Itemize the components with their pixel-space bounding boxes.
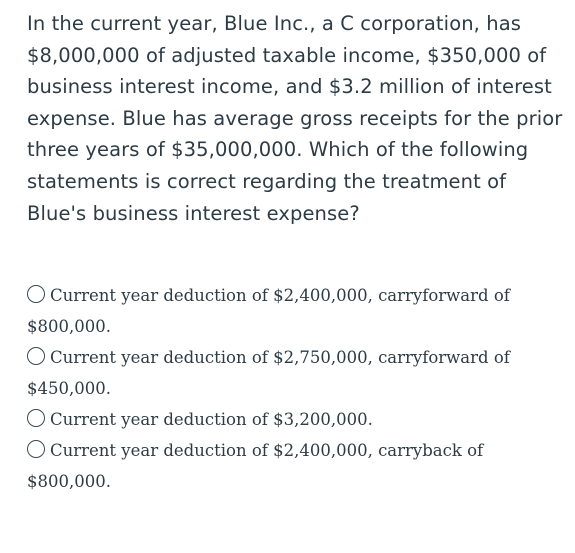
answer-label: Current year deduction of $3,200,000. — [50, 410, 373, 429]
answer-option-2[interactable] — [27, 342, 567, 404]
answer-options — [27, 280, 567, 497]
radio-button-icon[interactable] — [27, 440, 45, 458]
question-text: In the current year, Blue Inc., a C corporation, has $8,000,000 of adjusted taxable income, $350,000 of business interest income, and $3.2 million of interest expense. Blue has average gross receipts for the prior three years of $35,000,000. Which of the following statements is correct regarding the treatment of Blue's business interest expense? — [27, 12, 563, 225]
answer-option-3[interactable] — [27, 404, 567, 435]
radio-button-icon[interactable] — [27, 347, 45, 365]
answer-label: Current year deduction of $2,750,000, carryforward of $450,000. — [27, 348, 510, 398]
radio-button-icon[interactable] — [27, 409, 45, 427]
answer-label: Current year deduction of $2,400,000, carryforward of $800,000. — [27, 286, 510, 336]
answer-label: Current year deduction of $2,400,000, carryback of $800,000. — [27, 441, 484, 491]
answer-option-4[interactable] — [27, 435, 567, 497]
radio-button-icon[interactable] — [27, 285, 45, 303]
answer-option-1[interactable] — [27, 280, 567, 342]
